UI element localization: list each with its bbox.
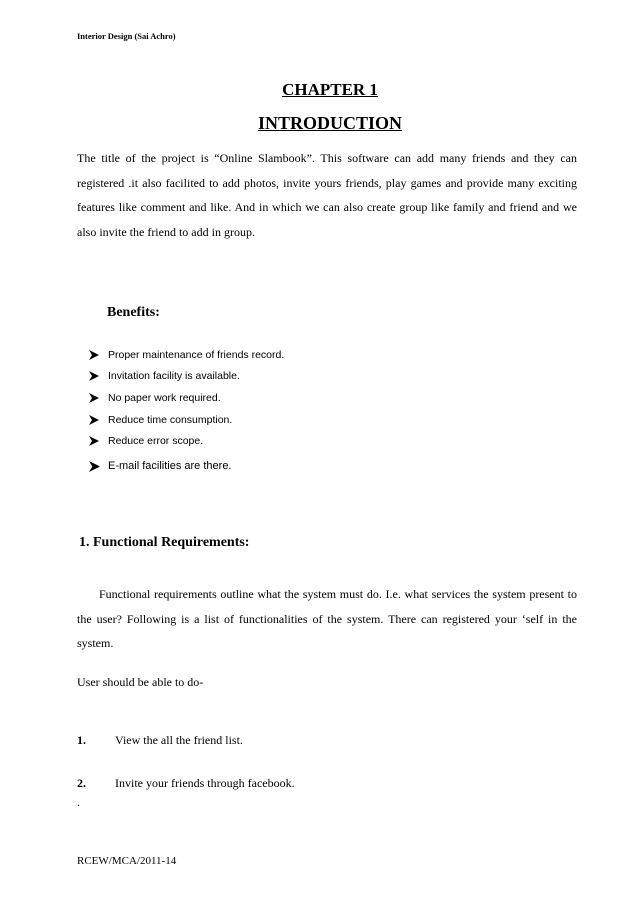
list-item [89, 344, 284, 366]
intro-paragraph: The title of the project is “Online Slambook”. This software can add many friends and they can registered .it also facilited to add photos, invite yours friends, play games and provide many exciting features like comment and like. And in which we can also create group like family and friend and we also invite the friend to add in group. [77, 151, 577, 239]
page-footer: RCEW/MCA/2011-14 [77, 855, 177, 867]
list-item [89, 387, 284, 409]
user-ability-line: User should be able to do- [77, 675, 204, 689]
list-item [89, 366, 284, 388]
section-title: INTRODUCTION [257, 113, 403, 133]
numbered-item [77, 776, 295, 791]
benefits-list [89, 344, 284, 480]
benefit-text: No paper work required. [108, 391, 221, 404]
benefit-text: E-mail facilities are there. [108, 459, 232, 472]
item-number: 1. [77, 733, 86, 747]
arrowhead-bullet-icon [89, 436, 99, 446]
list-item [89, 409, 284, 431]
list-item [89, 430, 284, 452]
page-header: Interior Design (Sai Achro) [77, 31, 176, 41]
arrowhead-bullet-icon [89, 415, 99, 425]
benefit-text: Reduce error scope. [108, 435, 204, 448]
benefits-heading: Benefits: [107, 305, 160, 320]
numbered-item [77, 733, 243, 748]
trailing-dot: . [77, 795, 80, 809]
list-item [89, 452, 284, 480]
arrowhead-bullet-icon [89, 350, 99, 360]
item-number: 2. [77, 776, 86, 790]
chapter-heading: CHAPTER 1 [282, 80, 378, 99]
functional-paragraph: Functional requirements outline what the system must do. I.e. what services the system present to the user? Following is a list of functionalities of the system. There can registered your ‘self in the system. [77, 587, 577, 650]
arrowhead-bullet-icon [89, 371, 99, 381]
benefit-text: Invitation facility is available. [108, 370, 240, 383]
benefit-text: Proper maintenance of friends record. [108, 348, 285, 361]
arrowhead-bullet-icon [89, 461, 99, 471]
item-text: View the all the friend list. [115, 733, 243, 747]
benefit-text: Reduce time consumption. [108, 413, 233, 426]
item-text: Invite your friends through facebook. [115, 776, 295, 790]
functional-requirements-heading: 1. Functional Requirements: [79, 535, 250, 550]
arrowhead-bullet-icon [89, 393, 99, 403]
